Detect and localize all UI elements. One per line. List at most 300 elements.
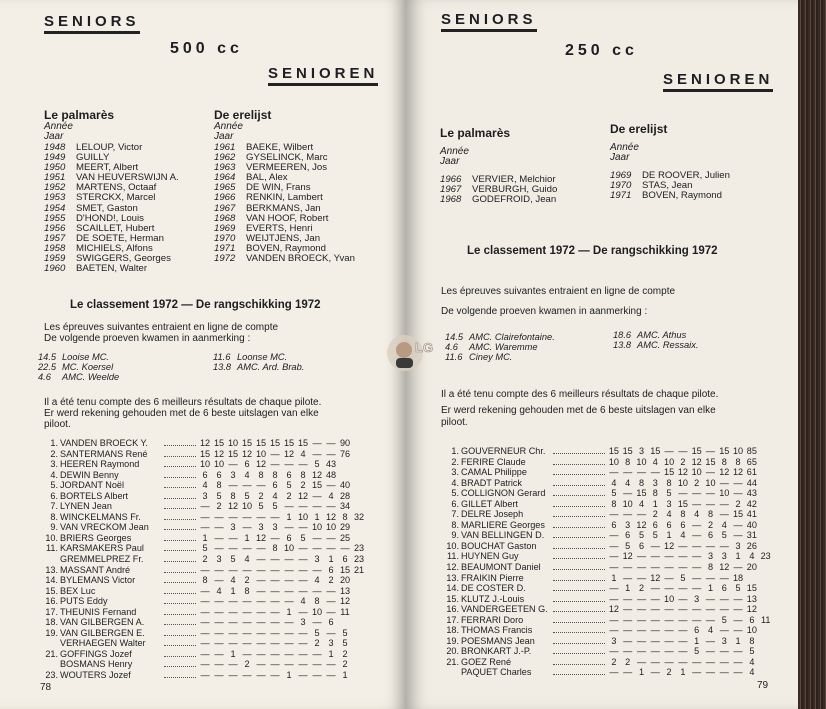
- rider-name: VAN GILBERGEN A.: [60, 617, 145, 628]
- score-cell: 10: [608, 456, 619, 467]
- score-cell: —: [228, 606, 238, 617]
- score-cell: —: [214, 522, 224, 533]
- rank-number: 18.: [45, 617, 58, 628]
- total-score: 13: [746, 593, 757, 604]
- rank-number: 20.: [446, 646, 459, 657]
- score-cell: 3: [216, 554, 222, 565]
- scores: [198, 575, 352, 585]
- score-cell: 15: [283, 438, 295, 448]
- total-score: 11: [760, 614, 771, 625]
- scores: [607, 551, 773, 561]
- score-cell: —: [664, 635, 674, 646]
- event-item: [613, 330, 698, 340]
- scores: [198, 586, 352, 596]
- scores: [607, 594, 759, 604]
- score-cell: 15: [705, 456, 716, 467]
- score-cell: —: [284, 554, 294, 565]
- dot-leader: [553, 509, 605, 517]
- score-cell: 1: [230, 648, 236, 659]
- palmares-list: [44, 143, 179, 274]
- score-cell: 8: [272, 543, 278, 554]
- rank-number: 17.: [446, 614, 459, 625]
- table-row: [445, 646, 770, 657]
- score-cell: 15: [664, 467, 675, 478]
- erelijst-title: De erelijst: [610, 122, 668, 136]
- score-cell: —: [228, 459, 238, 470]
- score-cell: 12: [255, 459, 267, 470]
- score-cell: —: [326, 659, 336, 670]
- dot-leader: [553, 646, 605, 654]
- score-cell: —: [678, 488, 688, 499]
- score-cell: —: [284, 648, 294, 659]
- rider-name: CAMAL Philippe: [461, 467, 527, 478]
- rider-name: WOUTERS Jozef: [60, 670, 131, 681]
- score-cell: 6: [707, 530, 713, 541]
- rank-number: 13.: [45, 564, 58, 575]
- score-cell: —: [705, 656, 716, 667]
- score-cell: 10: [311, 606, 323, 617]
- score-cell: —: [284, 596, 294, 607]
- rider-name: BEX Luc: [60, 585, 96, 596]
- rank-number: 2.: [50, 448, 58, 459]
- table-row: [445, 604, 770, 615]
- score-cell: —: [719, 625, 729, 636]
- rank-number: 13.: [446, 572, 459, 583]
- score-cell: —: [284, 501, 294, 512]
- rank-number: 15.: [45, 585, 58, 596]
- page-number: 78: [40, 682, 52, 693]
- score-cell: —: [623, 625, 633, 636]
- score-cell: 3: [707, 551, 713, 562]
- score-cell: 6: [611, 519, 617, 530]
- score-cell: 6: [652, 519, 658, 530]
- score-cell: —: [270, 459, 280, 470]
- rank-number: 7.: [451, 509, 459, 520]
- score-cell: —: [623, 604, 633, 615]
- score-cell: 8: [258, 469, 264, 480]
- score-cell: 2: [666, 667, 672, 678]
- scores: [607, 478, 759, 488]
- year: 1964: [214, 172, 236, 184]
- score-cell: 2: [328, 575, 334, 586]
- score-cell: —: [200, 606, 210, 617]
- score-cell: —: [326, 480, 336, 491]
- dot-leader: [553, 551, 605, 559]
- erelijst-item: [610, 191, 730, 201]
- score-cell: 5: [735, 583, 741, 594]
- total-score: 2: [342, 659, 348, 670]
- score-cell: —: [270, 554, 280, 565]
- table-row: [445, 562, 770, 573]
- score-cell: —: [609, 667, 619, 678]
- year: 1958: [44, 242, 66, 254]
- table-row: [44, 554, 366, 565]
- dot-leader: [553, 499, 605, 507]
- score-cell: —: [326, 585, 336, 596]
- score-cell: 15: [297, 438, 309, 448]
- scores: [198, 670, 352, 680]
- score-cell: 8: [216, 480, 222, 491]
- score-cell: 10: [664, 456, 675, 467]
- score-cell: 4: [625, 477, 631, 488]
- rider-name: LYNEN Jean: [60, 501, 112, 512]
- event-name: Ciney MC.: [469, 352, 513, 363]
- scores: [198, 459, 338, 469]
- score-cell: 15: [650, 446, 661, 456]
- score-cell: —: [678, 646, 688, 657]
- event-item: [38, 352, 119, 362]
- score-cell: —: [242, 511, 252, 522]
- score-cell: —: [326, 438, 336, 448]
- score-cell: —: [650, 467, 660, 478]
- score-cell: 2: [625, 656, 631, 667]
- score-cell: 12: [622, 551, 633, 562]
- score-cell: —: [705, 572, 716, 583]
- score-cell: —: [312, 617, 322, 628]
- rank-number: 8.: [451, 519, 459, 530]
- score-cell: —: [705, 667, 716, 678]
- rank-number: 19.: [446, 635, 459, 646]
- score-cell: —: [609, 646, 619, 657]
- scores: [607, 446, 759, 456]
- scores: [198, 543, 366, 553]
- score-cell: —: [650, 614, 660, 625]
- score-cell: —: [270, 585, 280, 596]
- score-cell: 8: [652, 488, 658, 499]
- score-cell: 8: [314, 596, 320, 607]
- score-cell: —: [200, 564, 210, 575]
- score-cell: 3: [638, 446, 645, 456]
- dot-leader: [553, 520, 605, 528]
- year: 1970: [610, 180, 632, 192]
- dot-leader: [553, 615, 605, 623]
- scores: [198, 617, 338, 627]
- score-cell: 6: [216, 469, 222, 480]
- year: 1957: [44, 232, 66, 244]
- winner-name: GUILLY: [76, 152, 110, 164]
- book-edge: [798, 0, 826, 709]
- scores: [607, 615, 773, 625]
- score-cell: 4: [707, 625, 713, 636]
- score-cell: —: [733, 656, 743, 667]
- rider-name: FERIRE Claude: [461, 456, 526, 467]
- year: 1960: [44, 263, 66, 275]
- score-cell: —: [284, 627, 294, 638]
- score-cell: 3: [694, 593, 700, 604]
- score-cell: 15: [199, 448, 211, 459]
- score-cell: —: [270, 564, 280, 575]
- table-row: [44, 470, 366, 481]
- score-cell: —: [733, 614, 743, 625]
- table-row: [44, 533, 366, 544]
- dot-leader: [164, 638, 196, 646]
- score-cell: —: [312, 564, 322, 575]
- scores: [607, 646, 759, 656]
- score-cell: 5: [314, 627, 320, 638]
- score-cell: —: [228, 638, 238, 649]
- table-row: [445, 467, 770, 478]
- scores: [198, 512, 366, 522]
- score-cell: —: [623, 562, 633, 573]
- year: 1961: [214, 142, 236, 153]
- rider-name: BOSMANS Henry: [60, 659, 133, 670]
- rider-name: MASSANT André: [60, 564, 131, 575]
- score-cell: —: [609, 625, 619, 636]
- score-cell: —: [270, 659, 280, 670]
- score-cell: 15: [241, 438, 253, 448]
- classement-title: Le classement 1972 — De rangschikking 1972: [70, 299, 321, 311]
- dot-leader: [164, 459, 196, 467]
- table-row: [44, 649, 366, 660]
- score-cell: —: [664, 646, 674, 657]
- score-cell: —: [340, 543, 350, 554]
- score-cell: —: [692, 519, 702, 530]
- event-date: 11.6: [213, 352, 231, 362]
- score-cell: 5: [652, 530, 658, 541]
- score-cell: —: [636, 467, 647, 478]
- score-cell: —: [692, 530, 702, 541]
- score-cell: 1: [286, 511, 292, 522]
- scores: [607, 625, 759, 635]
- score-cell: —: [719, 498, 729, 509]
- score-cell: 4: [244, 469, 250, 480]
- scores: [607, 488, 759, 498]
- score-cell: —: [270, 638, 280, 649]
- scores: [607, 667, 759, 677]
- note-fr: Il a été tenu compte des 6 meilleurs résultats de chaque pilote.: [441, 389, 719, 400]
- rank-number: 11.: [447, 551, 459, 562]
- score-cell: 6: [342, 554, 348, 565]
- dot-leader: [164, 617, 196, 625]
- rank-number: 19.: [45, 627, 58, 638]
- score-cell: 1: [244, 532, 250, 543]
- score-cell: —: [678, 656, 688, 667]
- score-cell: —: [256, 543, 266, 554]
- score-cell: —: [664, 583, 674, 594]
- seniors-header: SENIORS: [441, 12, 537, 32]
- score-cell: —: [256, 575, 266, 586]
- total-score: 21: [353, 564, 365, 575]
- winner-name: EVERTS, Henri: [246, 222, 313, 234]
- score-cell: —: [678, 593, 688, 604]
- score-cell: —: [298, 543, 308, 554]
- year: 1971: [610, 190, 632, 202]
- score-cell: —: [270, 532, 280, 543]
- score-cell: —: [733, 488, 743, 499]
- score-cell: —: [312, 659, 322, 670]
- total-score: 12: [339, 596, 351, 607]
- dot-leader: [164, 659, 196, 667]
- scores: [198, 438, 352, 448]
- table-row: [44, 586, 366, 597]
- rider-name: BRADT Patrick: [461, 477, 522, 488]
- year: 1972: [214, 253, 236, 265]
- total-score: 44: [746, 477, 757, 488]
- score-cell: —: [214, 659, 224, 670]
- score-cell: —: [256, 670, 266, 681]
- winner-name: VERMEEREN, Jos: [246, 162, 328, 174]
- score-cell: —: [312, 585, 322, 596]
- events-col2: [213, 352, 304, 372]
- score-cell: —: [733, 562, 743, 573]
- event-date: 4.6: [38, 372, 51, 383]
- year: 1962: [214, 152, 236, 164]
- score-cell: 1: [328, 648, 334, 659]
- dot-leader: [164, 501, 196, 509]
- rider-name: VERHAEGEN Walter: [60, 638, 146, 649]
- score-cell: 8: [680, 509, 686, 520]
- total-score: 5: [342, 627, 348, 638]
- winner-name: GYSELINCK, Marc: [246, 152, 328, 164]
- score-cell: —: [214, 575, 224, 586]
- events-col1: [38, 352, 119, 383]
- score-cell: 10: [241, 501, 253, 512]
- intro-nl: De volgende proeven kwamen in aanmerking :: [441, 306, 648, 317]
- event-name: MC. Koersel: [62, 362, 114, 373]
- score-cell: —: [692, 562, 702, 573]
- score-cell: 6: [272, 480, 278, 491]
- score-cell: —: [733, 477, 743, 488]
- erelijst-list: [214, 143, 355, 264]
- rank-number: 14.: [446, 583, 459, 594]
- dot-leader: [553, 541, 605, 549]
- score-cell: 8: [707, 562, 713, 573]
- rank-number: 5.: [451, 488, 459, 499]
- score-cell: —: [200, 670, 210, 681]
- table-row: [445, 667, 770, 678]
- score-cell: —: [719, 509, 729, 520]
- score-cell: —: [678, 604, 688, 615]
- score-cell: —: [609, 551, 619, 562]
- score-cell: —: [312, 490, 322, 501]
- score-cell: —: [636, 656, 647, 667]
- year: 1951: [44, 172, 66, 184]
- total-score: 32: [353, 511, 365, 522]
- total-score: 15: [746, 583, 757, 594]
- table-row: [44, 480, 366, 491]
- scores: [198, 501, 352, 511]
- scores: [607, 530, 759, 540]
- score-cell: 2: [300, 480, 306, 491]
- score-cell: —: [650, 635, 660, 646]
- dot-leader: [164, 596, 196, 604]
- palmares-item: [44, 264, 179, 274]
- events-col2: [613, 330, 698, 350]
- table-row: [44, 522, 366, 533]
- rider-name: PAQUET Charles: [461, 667, 532, 678]
- score-cell: —: [200, 511, 210, 522]
- score-cell: 8: [230, 490, 236, 501]
- score-cell: —: [623, 488, 633, 499]
- score-cell: —: [270, 627, 280, 638]
- score-cell: 1: [680, 667, 686, 678]
- score-cell: 6: [721, 583, 727, 594]
- score-cell: 3: [230, 522, 236, 533]
- event-name: AMC. Waremme: [469, 342, 538, 353]
- table-row: [44, 512, 366, 523]
- winner-name: D'HOND!, Louis: [76, 212, 144, 224]
- score-cell: 4: [216, 585, 222, 596]
- score-cell: 10: [255, 448, 267, 459]
- score-cell: 1: [638, 667, 645, 678]
- scores: [198, 607, 352, 617]
- score-cell: 12: [297, 490, 309, 501]
- scores: [198, 554, 366, 564]
- note-nl2: piloot.: [44, 419, 71, 430]
- score-cell: —: [636, 509, 647, 520]
- palmares-title: Le palmarès: [440, 126, 511, 140]
- score-cell: 1: [611, 572, 617, 583]
- score-cell: —: [214, 638, 224, 649]
- event-date: 11.6: [445, 352, 463, 363]
- event-date: 13.8: [613, 340, 632, 351]
- event-name: Looise MC.: [62, 352, 110, 362]
- score-cell: 2: [735, 498, 741, 509]
- erelijst-title: De erelijst: [214, 108, 272, 122]
- score-cell: 1: [328, 554, 334, 565]
- score-cell: 12: [283, 448, 295, 459]
- total-score: 18: [733, 572, 744, 583]
- rider-name: DELRE Joseph: [461, 509, 524, 520]
- winner-name: BAL, Alex: [246, 172, 288, 184]
- score-cell: 2: [314, 638, 320, 649]
- score-cell: 5: [721, 530, 727, 541]
- score-cell: 2: [694, 477, 700, 488]
- score-cell: —: [623, 635, 633, 646]
- score-cell: —: [298, 459, 308, 470]
- score-cell: —: [270, 511, 280, 522]
- score-cell: —: [719, 667, 729, 678]
- score-cell: —: [312, 532, 322, 543]
- score-cell: —: [228, 564, 238, 575]
- table-row: [445, 457, 770, 468]
- score-cell: 10: [705, 477, 716, 488]
- winner-name: BERKMANS, Jan: [246, 202, 321, 214]
- rank-number: 11.: [46, 543, 58, 554]
- dot-leader: [164, 533, 196, 541]
- event-name: Loonse MC.: [237, 352, 288, 362]
- score-cell: —: [692, 498, 702, 509]
- erelijst-item: [214, 254, 355, 264]
- score-cell: 6: [638, 540, 645, 551]
- score-cell: —: [678, 614, 688, 625]
- event-date: 22.5: [38, 362, 57, 373]
- scores: [607, 499, 759, 509]
- scores: [607, 509, 759, 519]
- score-cell: —: [200, 522, 210, 533]
- winner-name: VAN HEUVERSWIJN A.: [76, 172, 179, 184]
- score-cell: —: [733, 604, 743, 615]
- score-cell: —: [200, 627, 210, 638]
- total-score: 4: [749, 656, 755, 667]
- score-cell: 5: [230, 554, 236, 565]
- event-item: [213, 352, 304, 362]
- winner-name: VERBURGH, Guido: [472, 184, 558, 196]
- year: 1959: [44, 253, 66, 265]
- score-cell: —: [623, 667, 633, 678]
- rider-name: HEEREN Raymond: [60, 459, 140, 470]
- score-cell: 1: [202, 532, 208, 543]
- erelijst-list: [610, 171, 730, 201]
- total-score: 20: [339, 575, 351, 586]
- rider-name: BORTELS Albert: [60, 490, 129, 501]
- score-cell: —: [242, 638, 252, 649]
- year: 1948: [44, 142, 66, 153]
- event-item: [445, 342, 555, 352]
- rank-number: 9.: [451, 530, 459, 541]
- rider-name: BRONKART J.-P.: [461, 646, 532, 657]
- total-score: 12: [746, 604, 757, 615]
